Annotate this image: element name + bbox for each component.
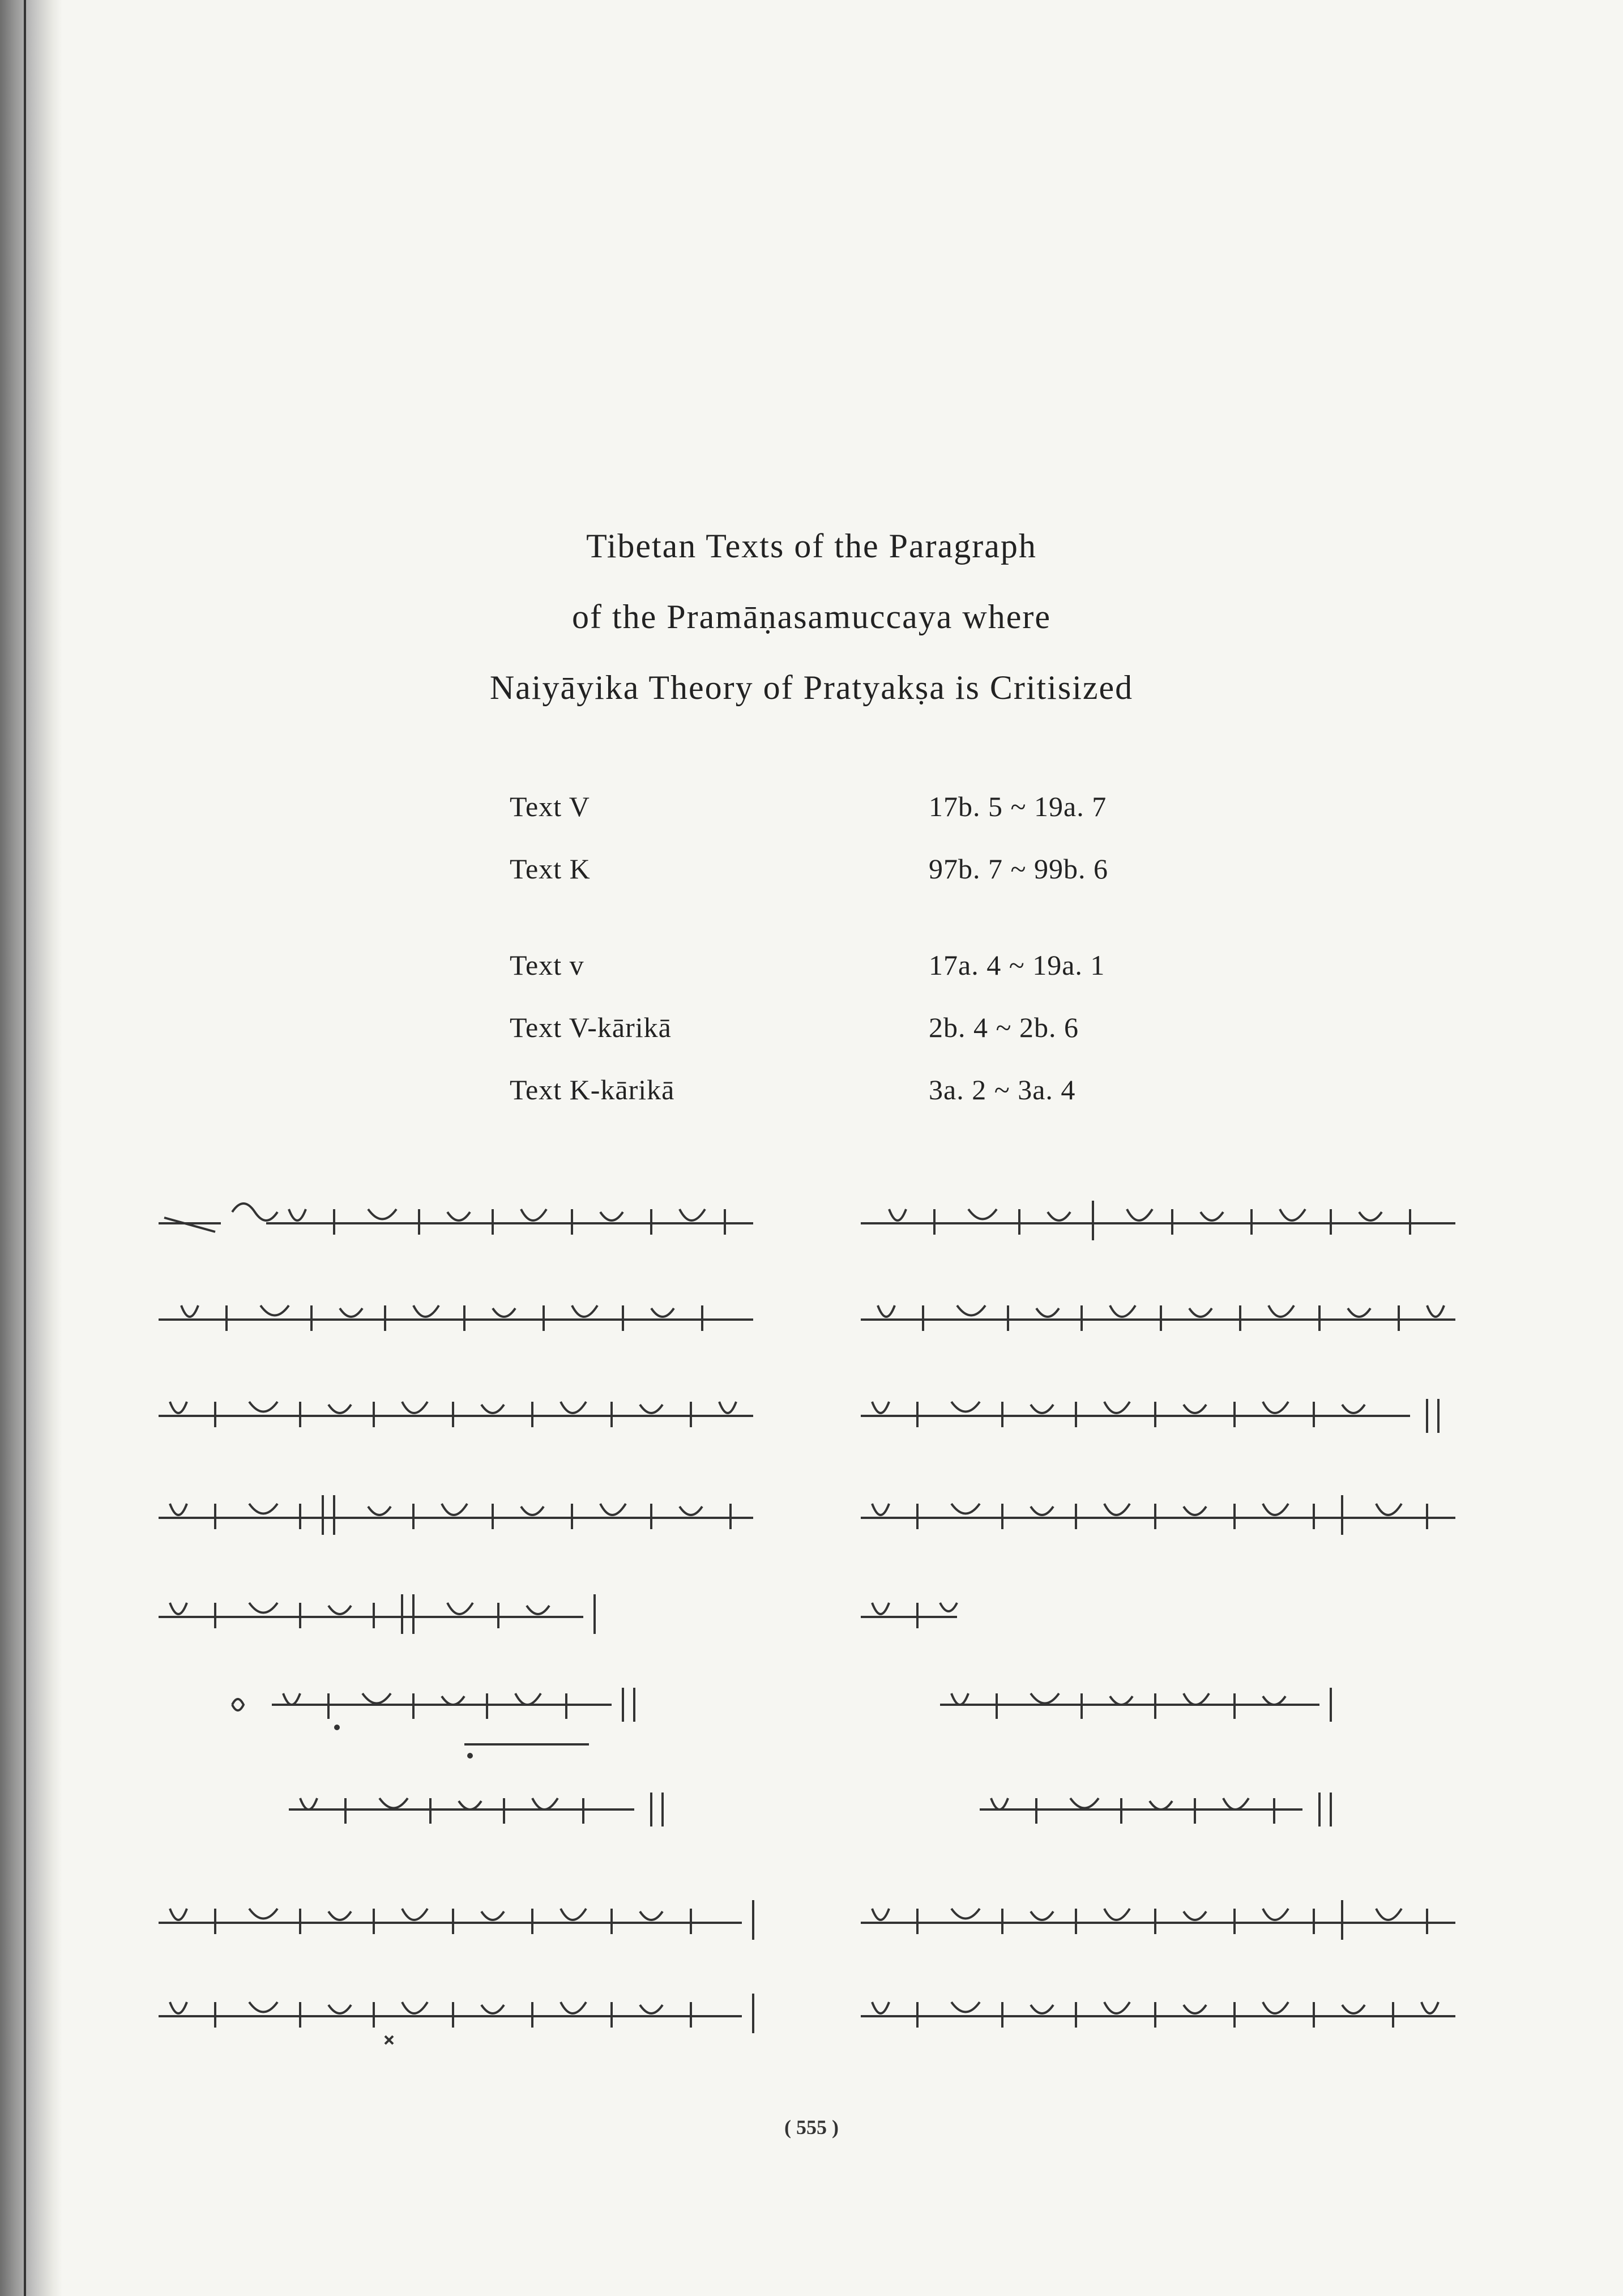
tibetan-handwriting-left-1 bbox=[153, 1178, 764, 1263]
tibetan-handwriting-left-7 bbox=[153, 1971, 764, 2056]
tibetan-handwriting-left-4 bbox=[153, 1473, 764, 1557]
title-line-2: of the Pramāṇasamuccaya where bbox=[572, 598, 1051, 635]
tibetan-handwriting-right-2 bbox=[855, 1274, 1467, 1359]
ref-value-text-k: 97b. 7 ~ 99b. 6 bbox=[929, 853, 1109, 885]
ref-value-text-k-karika: 3a. 2 ~ 3a. 4 bbox=[929, 1074, 1076, 1106]
ref-label-text-v-lower: Text v bbox=[510, 949, 584, 981]
scan-shadow-edge bbox=[0, 0, 62, 2296]
tibetan-handwriting-left-2 bbox=[153, 1274, 764, 1359]
ref-value-text-v: 17b. 5 ~ 19a. 7 bbox=[929, 791, 1107, 822]
tibetan-handwriting-right-4 bbox=[855, 1473, 1467, 1557]
ref-label-text-v-karika: Text V-kārikā bbox=[510, 1012, 672, 1043]
page-number: ( 555 ) bbox=[784, 2116, 839, 2139]
tibetan-handwriting-right-1 bbox=[855, 1178, 1467, 1263]
title-line-1: Tibetan Texts of the Paragraph bbox=[586, 527, 1037, 565]
tibetan-handwriting-right-7 bbox=[855, 1971, 1467, 2056]
ref-value-text-v-karika: 2b. 4 ~ 2b. 6 bbox=[929, 1012, 1079, 1043]
tibetan-handwriting-right-3 bbox=[855, 1371, 1467, 1456]
ref-value-text-v-lower: 17a. 4 ~ 19a. 1 bbox=[929, 949, 1105, 981]
tibetan-verse-right-1 bbox=[934, 1671, 1365, 1773]
tibetan-handwriting-left-3 bbox=[153, 1371, 764, 1456]
ref-label-text-k-karika: Text K-kārikā bbox=[510, 1074, 675, 1106]
title-line-3: Naiyāyika Theory of Pratyakṣa is Critisized bbox=[489, 669, 1134, 706]
tibetan-handwriting-right-5 bbox=[855, 1572, 968, 1657]
tibetan-handwriting-left-6 bbox=[153, 1877, 764, 1962]
tibetan-verse-right-2 bbox=[974, 1776, 1370, 1855]
ref-label-text-k: Text K bbox=[510, 853, 591, 885]
tibetan-verse-left-2 bbox=[283, 1776, 714, 1855]
tibetan-verse-left-1 bbox=[227, 1671, 657, 1773]
scan-binding-line bbox=[24, 0, 26, 2296]
ref-label-text-v: Text V bbox=[510, 791, 590, 822]
tibetan-handwriting-right-6 bbox=[855, 1877, 1467, 1962]
tibetan-handwriting-left-5 bbox=[153, 1572, 617, 1657]
